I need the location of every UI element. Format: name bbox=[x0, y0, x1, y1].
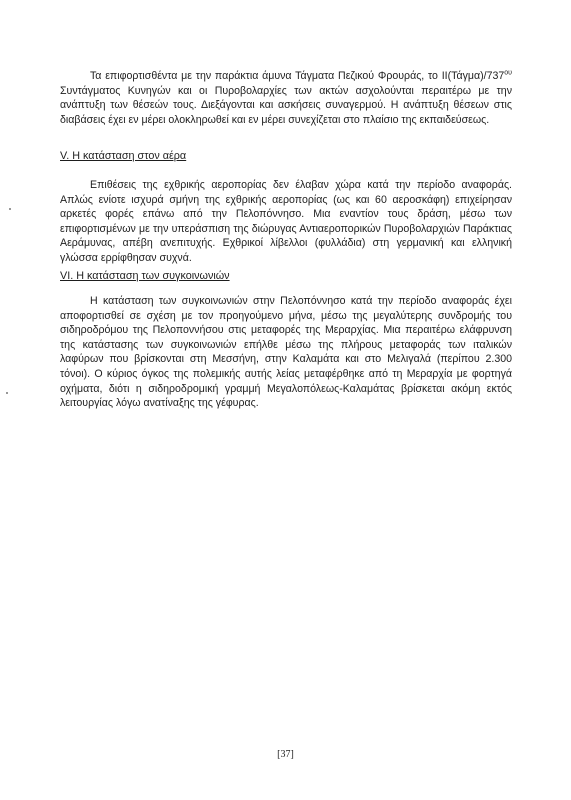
communications-paragraph bbox=[60, 294, 512, 411]
air-situation-paragraph bbox=[60, 178, 512, 266]
page-number: [37] bbox=[277, 749, 294, 760]
scan-speck bbox=[6, 392, 8, 394]
air-situation-text: Επιθέσεις της εχθρικής αεροπορίας δεν έλαβαν χώρα κατά την περίοδο αναφοράς. Απλώς ενίοτε ισχυρά σμήνη της εχθρικής αεροπορίας (ως και 60 αεροσκάφη) επιχείρησαν αρκετές φορές επάνω από την Πελοπόννησο. Μια εναντίον τους δράση, μέσω των επιφορτισμένων με την υπεράσπιση της διώρυγας Αντιαεροπορικών Πυροβολαρχιών Παράκτιας Αεράμυνας, απέβη ανεπιτυχής. Εχθρικοί λίβελλοι (φυλλάδια) στη γερμανική και ελληνική γλώσσα ερρίφθησαν συχνά. bbox=[60, 179, 512, 264]
section-heading-communications: VI. Η κατάσταση των συγκοινωνιών bbox=[60, 270, 230, 282]
intro-paragraph bbox=[60, 69, 512, 127]
section-heading-air: V. Η κατάσταση στον αέρα bbox=[60, 150, 187, 162]
ordinal-superscript: ου bbox=[504, 69, 512, 77]
communications-text: Η κατάσταση των συγκοινωνιών στην Πελοπόννησο κατά την περίοδο αναφοράς έχει αποφορτισθεί σε σχέση με τον προηγούμενο μήνα, μέσω της μεγαλύτερης συνδρομής του σιδηροδρόμου της Πελοποννήσου στις μεταφορές της Μεραρχίας. Μια περαιτέρω ελάφρυνση της κατάστασης των συγκοινωνιών επήλθε μέσω της πλήρους μεταφοράς των ιταλικών λαφύρων που βρίσκονται στη Μεσσήνη, στην Καλαμάτα και στο Μελιγαλά (περίπου 2.300 τόνοι). Ο κύριος όγκος της πολεμικής αυτής λείας μεταφέρθηκε από τη Μεραρχία με φορτηγά οχήματα, διότι η σιδηροδρομική γραμμή Μεγαλοπόλεως-Καλαμάτας βρίσκεται ακόμη εκτός λειτουργίας λόγω ανατίναξης της γέφυρας. bbox=[60, 295, 512, 410]
scan-speck bbox=[9, 208, 11, 210]
intro-text-rest: Συντάγματος Κυνηγών και οι Πυροβολαρχίες των ακτών ασχολούνται περαιτέρω με την ανάπτυξη των θέσεών τους. Διεξάγονται και ασκήσεις συναγερμού. Η ανάπτυξη θέσεων στις διαβάσεις έχει εν μέρει ολοκληρωθεί και εν μέρει συνεχίζεται στο πλαίσιο της εκπαιδεύσεως. bbox=[60, 84, 512, 126]
intro-text-start: Τα επιφορτισθέντα με την παράκτια άμυνα Τάγματα Πεζικού Φρουράς, το ΙΙ(Τάγμα)/737 bbox=[90, 70, 505, 82]
